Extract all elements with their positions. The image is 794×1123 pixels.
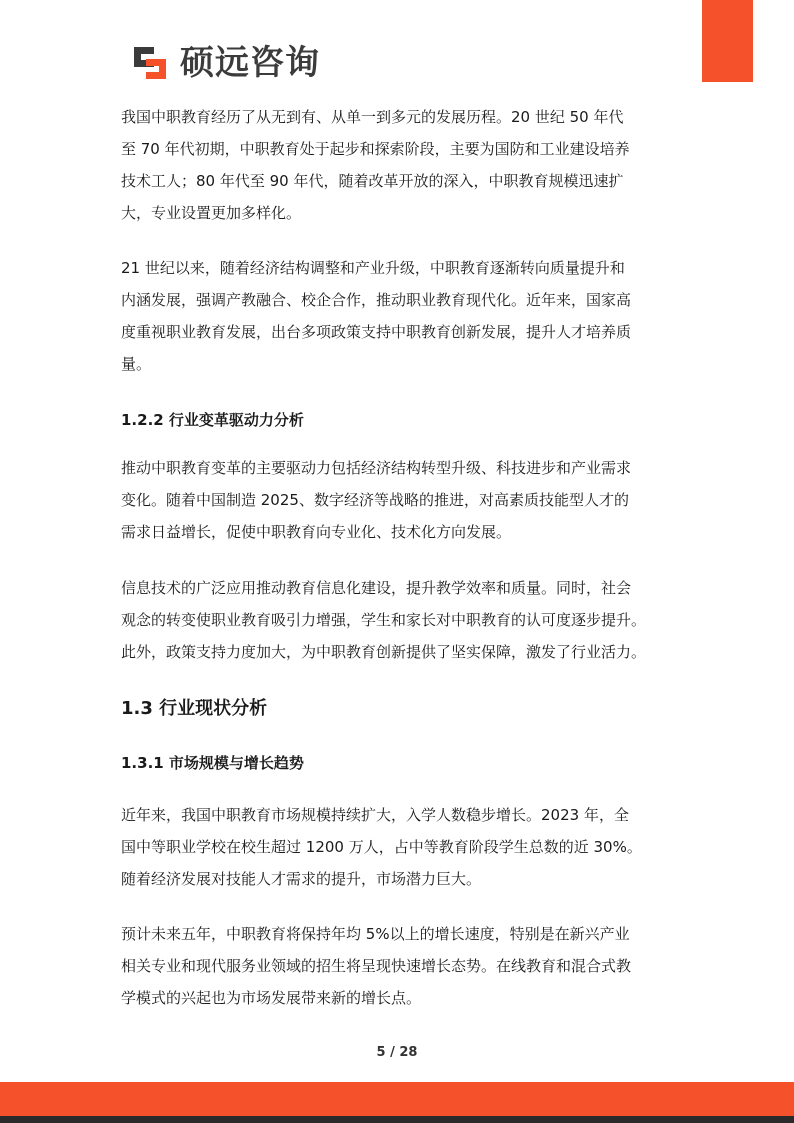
text-line: 学模式的兴起也为市场发展带来新的增长点。	[121, 989, 422, 1007]
page-number: 5 / 28	[376, 1045, 418, 1060]
text-line: 随着经济发展对技能人才需求的提升，市场潜力巨大。	[121, 870, 482, 888]
text-line: 我国中职教育经历了从无到有、从单一到多元的发展历程。20 世纪 50 年代	[121, 108, 624, 126]
footer-bottom-strip	[0, 1116, 794, 1123]
text-line: 量。	[121, 355, 152, 373]
text-line: 至 70 年代初期，中职教育处于起步和探索阶段，主要为国防和工业建设培养	[121, 140, 630, 158]
text-line: 变化。随着中国制造 2025、数字经济等战略的推进，对高素质技能型人才的	[121, 491, 629, 509]
footer-accent-bar	[0, 1082, 794, 1116]
text-line: 需求日益增长，促使中职教育向专业化、技术化方向发展。	[121, 523, 512, 541]
text-line: 推动中职教育变革的主要驱动力包括经济结构转型升级、科技进步和产业需求	[121, 459, 632, 477]
heading-1-3: 1.3 行业现状分析	[121, 698, 268, 719]
text-line: 信息技术的广泛应用推动教育信息化建设，提升教学效率和质量。同时，社会	[121, 579, 632, 597]
text-line: 观念的转变使职业教育吸引力增强，学生和家长对中职教育的认可度逐步提升。	[121, 611, 647, 629]
text-line: 预计未来五年，中职教育将保持年均 5%以上的增长速度，特别是在新兴产业	[121, 925, 630, 943]
heading-1-2-2: 1.2.2 行业变革驱动力分析	[121, 411, 304, 429]
paragraph-drivers-1	[121, 452, 681, 548]
paragraph-history-2	[121, 252, 681, 380]
paragraph-drivers-2	[121, 572, 681, 668]
paragraph-market-1	[121, 799, 681, 895]
header-accent-bar	[702, 0, 753, 82]
text-line: 此外，政策支持力度加大，为中职教育创新提供了坚实保障，激发了行业活力。	[121, 643, 647, 661]
logo-mark-icon	[132, 45, 168, 81]
paragraph-history-1	[121, 101, 681, 229]
text-line: 大，专业设置更加多样化。	[121, 204, 302, 222]
text-line: 技术工人；80 年代至 90 年代，随着改革开放的深入，中职教育规模迅速扩	[121, 172, 624, 190]
text-line: 度重视职业教育发展，出台多项政策支持中职教育创新发展，提升人才培养质	[121, 323, 632, 341]
brand-logo	[132, 42, 320, 84]
text-line: 近年来，我国中职教育市场规模持续扩大，入学人数稳步增长。2023 年，全	[121, 806, 629, 824]
paragraph-market-2	[121, 918, 681, 1014]
logo-text: 硕远咨询	[180, 43, 320, 83]
text-line: 国中等职业学校在校生超过 1200 万人，占中等教育阶段学生总数的近 30%。	[121, 838, 642, 856]
text-line: 相关专业和现代服务业领域的招生将呈现快速增长态势。在线教育和混合式教	[121, 957, 632, 975]
text-line: 内涵发展，强调产教融合、校企合作，推动职业教育现代化。近年来，国家高	[121, 291, 632, 309]
heading-1-3-1: 1.3.1 市场规模与增长趋势	[121, 754, 304, 772]
text-line: 21 世纪以来，随着经济结构调整和产业升级，中职教育逐渐转向质量提升和	[121, 259, 625, 277]
